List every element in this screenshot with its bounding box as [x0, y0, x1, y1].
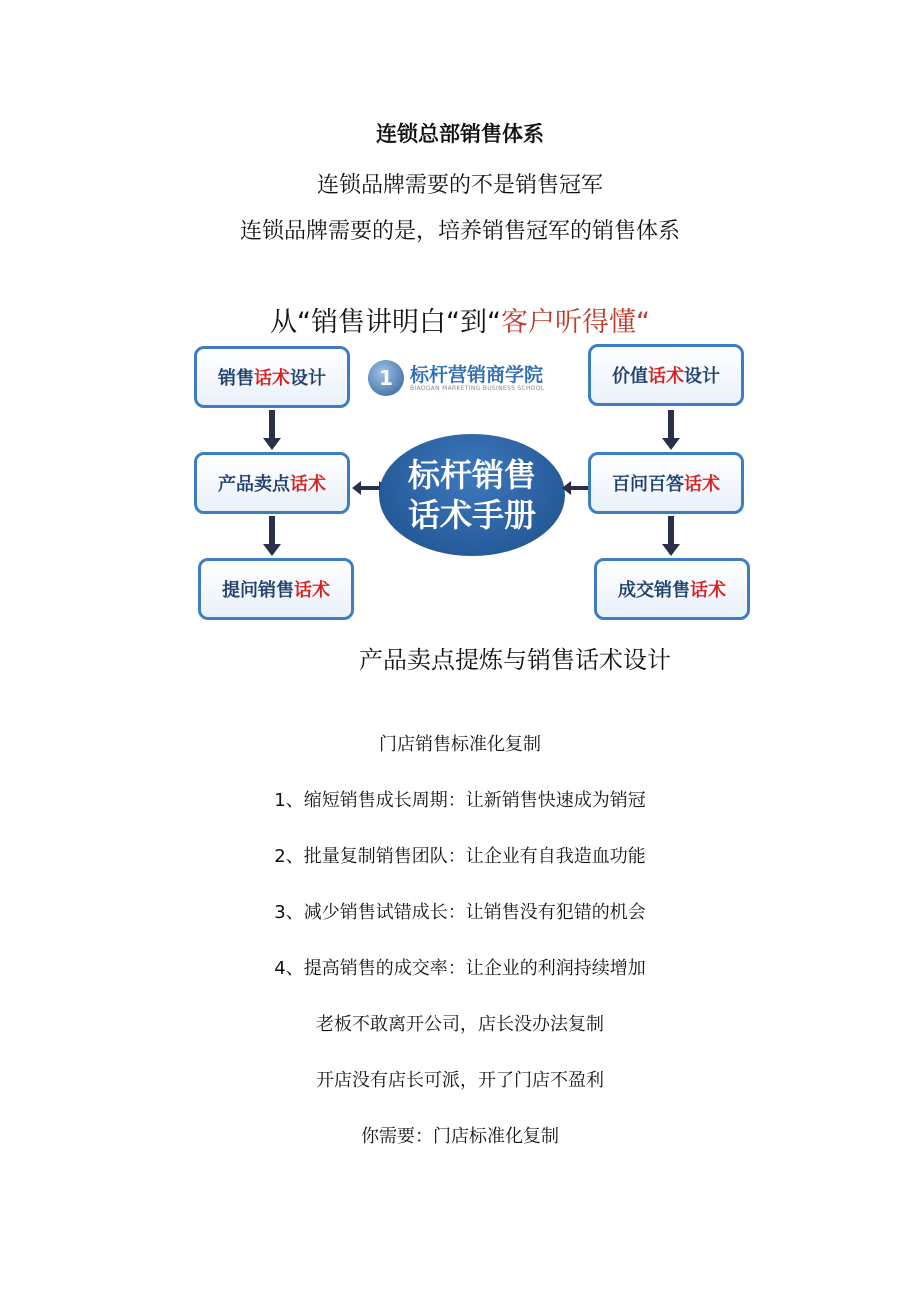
box-text-red: 话术	[648, 366, 684, 387]
list-item: 2、批量复制销售团队：让企业有自我造血功能	[274, 846, 646, 867]
box-product-selling-points	[194, 452, 350, 514]
box-text: 销售	[218, 368, 254, 389]
document-title: 连锁总部销售体系	[376, 122, 544, 146]
list-item: 1、缩短销售成长周期：让新销售快速成为销冠	[274, 790, 646, 811]
closing-line: 你需要：门店标准化复制	[361, 1126, 559, 1147]
arrow-down	[269, 516, 275, 546]
box-text: 产品卖点	[218, 474, 290, 495]
logo-english: BIAOGAN MARKETING BUSINESS SCHOOL	[410, 385, 545, 392]
box-text-red: 话术	[254, 368, 290, 389]
headline-part-2: 客户听得懂“	[500, 307, 650, 338]
box-text-red: 话术	[294, 580, 330, 601]
school-logo	[368, 358, 578, 402]
box-sales-script-design	[194, 346, 350, 408]
box-value-script-design	[588, 344, 744, 406]
arrow-down	[269, 410, 275, 440]
list-item: 4、提高销售的成交率：让企业的利润持续增加	[274, 958, 646, 979]
list-item: 3、减少销售试错成长：让销售没有犯错的机会	[274, 902, 646, 923]
subtitle-2: 连锁品牌需要的是，培养销售冠军的销售体系	[239, 219, 680, 244]
center-line-1: 标杆销售	[407, 456, 536, 494]
center-line-2: 话术手册	[407, 496, 536, 534]
arrow-bidirectional-right	[570, 486, 590, 490]
box-text: 成交销售	[618, 580, 690, 601]
diagram-caption: 产品卖点提炼与销售话术设计	[359, 646, 671, 674]
arrow-bidirectional-left	[360, 486, 380, 490]
center-handbook	[379, 434, 565, 556]
box-hundred-qa	[588, 452, 744, 514]
sales-script-diagram	[192, 340, 754, 625]
headline-part-1: 从“销售讲明白“到“	[270, 307, 501, 338]
box-text-after: 设计	[684, 366, 720, 387]
box-closing-sales	[594, 558, 750, 620]
closing-line: 开店没有店长可派，开了门店不盈利	[316, 1070, 604, 1091]
arrow-down	[668, 410, 674, 440]
box-question-sales	[198, 558, 354, 620]
logo-mark-icon: 1	[368, 360, 404, 396]
box-text: 价值	[612, 366, 648, 387]
box-text-red: 话术	[290, 474, 326, 495]
box-text: 百问百答	[612, 474, 684, 495]
headline	[0, 300, 920, 339]
arrow-down	[668, 516, 674, 546]
subtitle-1: 连锁品牌需要的不是销售冠军	[316, 173, 603, 198]
box-text-after: 设计	[290, 368, 326, 389]
closing-line: 老板不敢离开公司，店长没办法复制	[316, 1014, 604, 1035]
section-title: 门店销售标准化复制	[379, 734, 541, 755]
logo-name: 标杆营销商学院	[410, 364, 544, 386]
box-text: 提问销售	[222, 580, 294, 601]
box-text-red: 话术	[684, 474, 720, 495]
box-text-red: 话术	[690, 580, 726, 601]
